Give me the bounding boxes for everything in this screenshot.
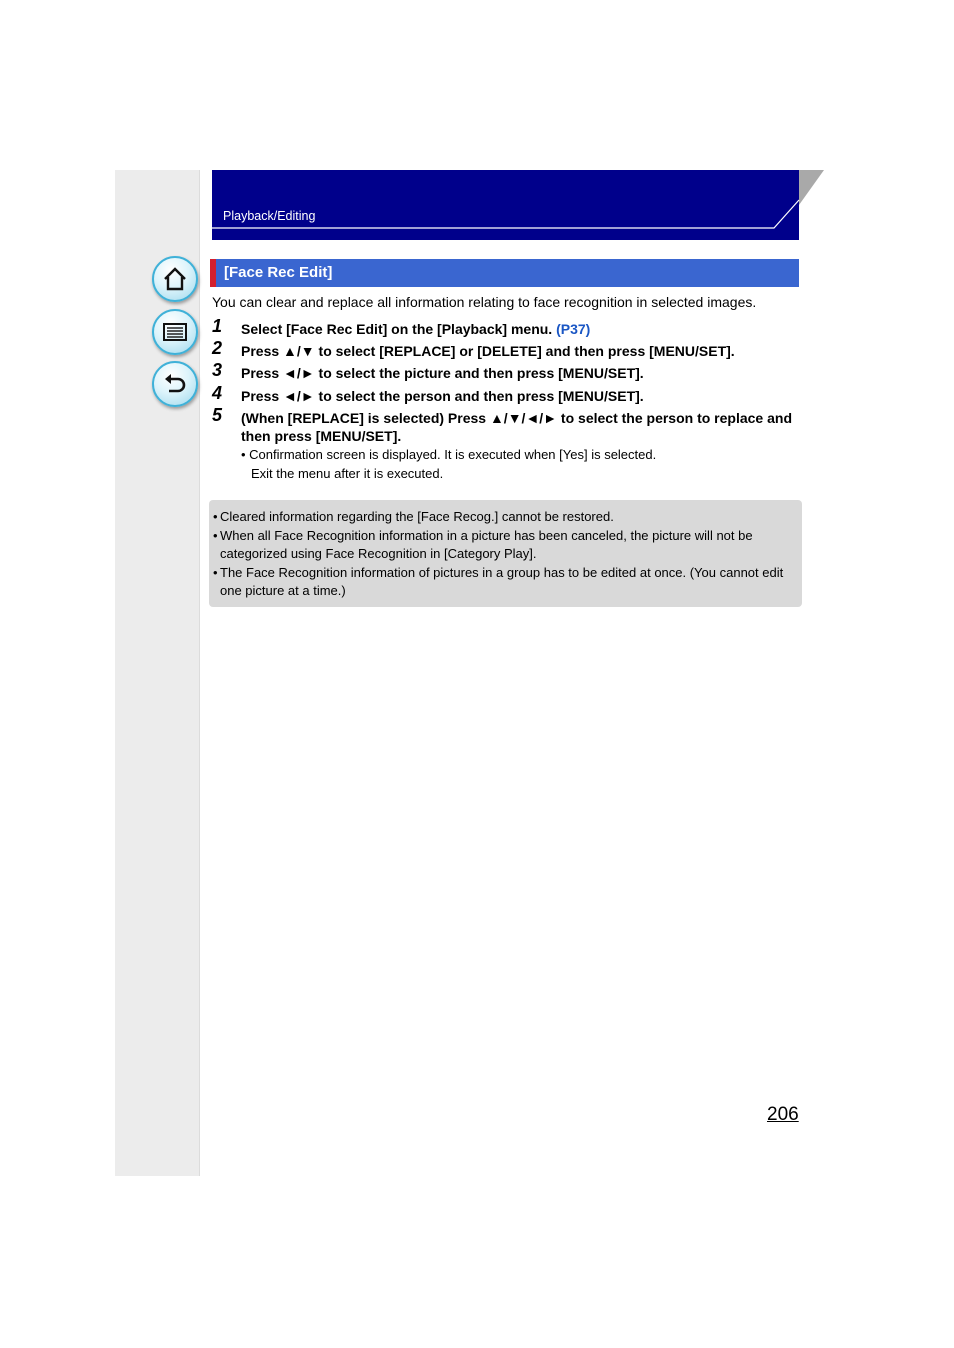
step-text: Press ▲/▼ to select [REPLACE] or [DELETE] and then press [MENU/SET]. <box>241 343 735 359</box>
back-arrow-icon <box>162 371 188 397</box>
home-button[interactable] <box>152 256 198 302</box>
step-number: 1 <box>212 316 223 336</box>
page-link-p37[interactable]: (P37) <box>556 321 591 337</box>
note-item: • When all Face Recognition information in a picture has been canceled, the picture will not be categorized using Face Recognition in [Category Play]. <box>213 527 796 564</box>
step-number: 4 <box>212 383 223 403</box>
home-icon <box>162 266 188 292</box>
step-number: 3 <box>212 360 223 380</box>
note-item: • The Face Recognition information of pictures in a group has to be edited at once. (You cannot edit one picture at a time.) <box>213 564 796 601</box>
intro-text: You can clear and replace all information relating to face recognition in selected images. <box>212 294 757 310</box>
step-text: Press ◄/► to select the person and then press [MENU/SET]. <box>241 388 644 404</box>
section-title: [Face Rec Edit] <box>210 259 799 287</box>
page-number: 206 <box>767 1104 799 1125</box>
step-5-note <box>241 445 801 483</box>
step-number: 5 <box>212 405 223 425</box>
step-text: Press ◄/► to select the picture and then press [MENU/SET]. <box>241 365 644 381</box>
back-button[interactable] <box>152 361 198 407</box>
note-line: Exit the menu after it is executed. <box>251 466 444 481</box>
menu-list-icon <box>162 319 188 345</box>
menu-button[interactable] <box>152 309 198 355</box>
notes-box <box>209 500 802 607</box>
note-line: • Confirmation screen is displayed. It is executed when [Yes] is selected. <box>241 447 657 462</box>
header-band <box>212 170 824 240</box>
breadcrumb: Playback/Editing <box>223 209 316 223</box>
step-text: (When [REPLACE] is selected) Press ▲/▼/◄/► to select the person to replace and then press [MENU/SET]. <box>241 410 792 444</box>
step-text: Select [Face Rec Edit] on the [Playback] menu. <box>241 321 557 337</box>
step-number: 2 <box>212 338 223 358</box>
note-item: • Cleared information regarding the [Face Recog.] cannot be restored. <box>213 508 796 527</box>
